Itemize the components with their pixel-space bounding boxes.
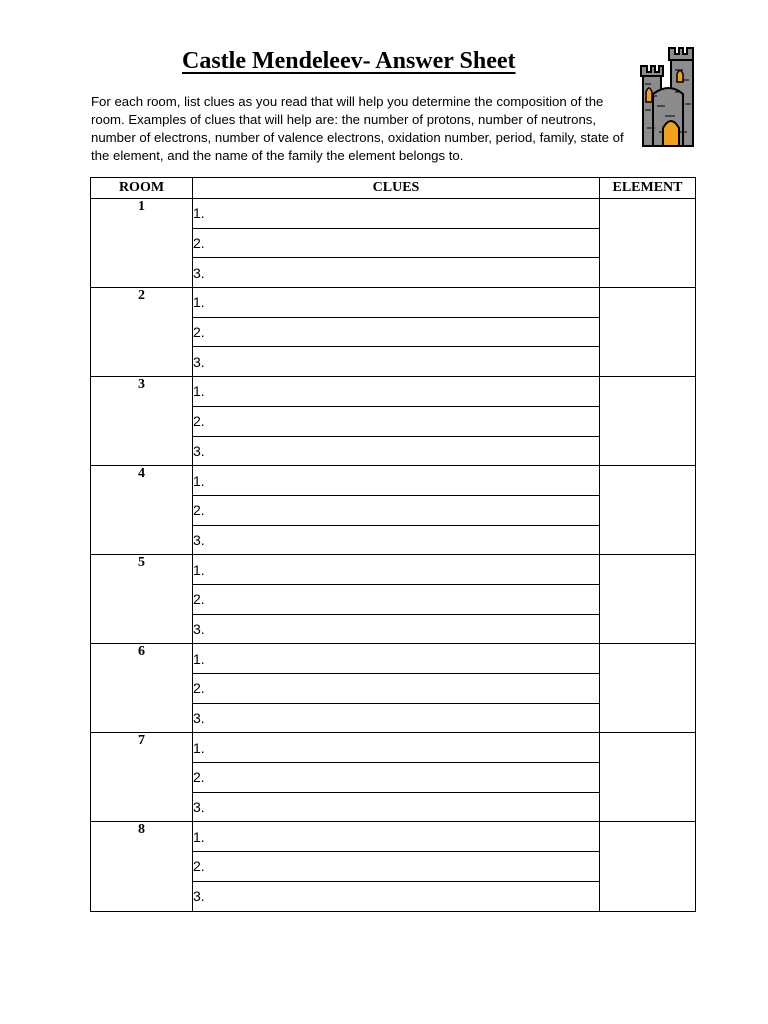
- clue-field[interactable]: 2.: [193, 317, 600, 347]
- element-answer-field[interactable]: [600, 199, 696, 288]
- table-row: [91, 555, 696, 585]
- room-number: 6: [91, 644, 193, 733]
- clue-field[interactable]: 3.: [193, 436, 600, 466]
- room-number: 4: [91, 466, 193, 555]
- clue-field[interactable]: 3.: [193, 614, 600, 644]
- clue-field[interactable]: 2.: [193, 406, 600, 436]
- room-header: ROOM: [91, 178, 193, 199]
- table-row: [91, 288, 696, 318]
- clue-field[interactable]: 1.: [193, 733, 600, 763]
- room-number: 3: [91, 377, 193, 466]
- clue-field[interactable]: 2.: [193, 852, 600, 882]
- clue-field[interactable]: 2.: [193, 674, 600, 704]
- clues-header: CLUES: [193, 178, 600, 199]
- clue-field[interactable]: 2.: [193, 228, 600, 258]
- table-row: [91, 644, 696, 674]
- clue-field[interactable]: 1.: [193, 822, 600, 852]
- element-answer-field[interactable]: [600, 822, 696, 911]
- clue-field[interactable]: 3.: [193, 525, 600, 555]
- answer-table: [90, 177, 696, 912]
- clue-field[interactable]: 3.: [193, 792, 600, 822]
- clue-field[interactable]: 1.: [193, 644, 600, 674]
- clue-field[interactable]: 1.: [193, 288, 600, 318]
- clue-field[interactable]: 3.: [193, 258, 600, 288]
- clue-field[interactable]: 3.: [193, 881, 600, 911]
- table-header-row: [91, 178, 696, 199]
- element-header: ELEMENT: [600, 178, 696, 199]
- clue-field[interactable]: 3.: [193, 703, 600, 733]
- page-title: Castle Mendeleev- Answer Sheet: [182, 48, 516, 74]
- element-answer-field[interactable]: [600, 644, 696, 733]
- element-answer-field[interactable]: [600, 466, 696, 555]
- room-number: 5: [91, 555, 193, 644]
- clue-field[interactable]: 2.: [193, 584, 600, 614]
- answer-table-body: [91, 199, 696, 912]
- table-row: [91, 733, 696, 763]
- room-number: 7: [91, 733, 193, 822]
- element-answer-field[interactable]: [600, 733, 696, 822]
- clue-field[interactable]: 1.: [193, 199, 600, 229]
- clue-field[interactable]: 1.: [193, 377, 600, 407]
- table-row: [91, 199, 696, 229]
- room-number: 1: [91, 199, 193, 288]
- element-answer-field[interactable]: [600, 377, 696, 466]
- element-answer-field[interactable]: [600, 288, 696, 377]
- clue-field[interactable]: 1.: [193, 555, 600, 585]
- clue-field[interactable]: 1.: [193, 466, 600, 496]
- table-row: [91, 822, 696, 852]
- clue-field[interactable]: 2.: [193, 763, 600, 793]
- clue-field[interactable]: 2.: [193, 495, 600, 525]
- room-number: 8: [91, 822, 193, 911]
- element-answer-field[interactable]: [600, 555, 696, 644]
- castle-icon: [637, 44, 699, 148]
- instructions-text: For each room, list clues as you read that will help you determine the composition of the room. Examples of clues that will help are: the number of protons, number of neutrons, number of electrons, number of valence electrons, oxidation number, period, family, state of the element, and the name of the family the element belongs to.: [91, 94, 624, 163]
- clue-field[interactable]: 3.: [193, 347, 600, 377]
- table-row: [91, 377, 696, 407]
- room-number: 2: [91, 288, 193, 377]
- table-row: [91, 466, 696, 496]
